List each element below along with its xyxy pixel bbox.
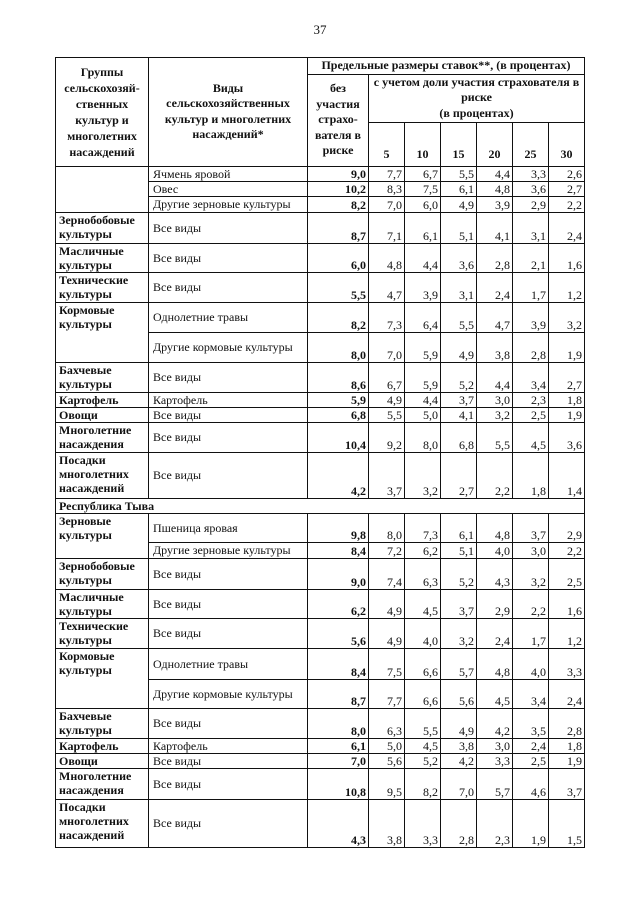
crop-type-cell: Все виды <box>149 272 308 302</box>
group-cell: Овощи <box>56 407 149 422</box>
rate-cell: 8,0 <box>369 513 405 542</box>
rate-cell: 5,6 <box>441 679 477 708</box>
rate-cell: 4,6 <box>513 768 549 799</box>
rate-cell: 1,6 <box>549 589 585 618</box>
region-row <box>56 498 585 513</box>
rate-cell: 6,3 <box>369 708 405 738</box>
rate-cell: 3,0 <box>477 392 513 407</box>
rate-cell: 4,7 <box>369 272 405 302</box>
with-participation-header: с учетом доли участия страхователя в риске (в процентах) <box>369 74 585 122</box>
group-cell: Картофель <box>56 392 149 407</box>
rate-cell: 5,1 <box>441 542 477 558</box>
rate-cell: 4,4 <box>477 362 513 392</box>
rate-cell: 3,0 <box>477 738 513 753</box>
rate-cell: 6,1 <box>441 513 477 542</box>
base-rate-cell: 8,2 <box>308 196 369 212</box>
rate-cell: 4,4 <box>405 243 441 272</box>
table-row <box>56 166 585 181</box>
base-rate-cell: 6,8 <box>308 407 369 422</box>
group-cell: Зернобобовые культуры <box>56 212 149 243</box>
rate-cell: 7,0 <box>369 196 405 212</box>
crop-type-cell: Все виды <box>149 589 308 618</box>
rate-cell: 3,2 <box>477 407 513 422</box>
base-rate-cell: 5,6 <box>308 618 369 648</box>
rate-cell: 5,5 <box>405 708 441 738</box>
table-row <box>56 243 585 272</box>
base-rate-cell: 5,9 <box>308 392 369 407</box>
rate-cell: 4,2 <box>441 753 477 768</box>
base-rate-cell: 9,0 <box>308 558 369 589</box>
rate-cell: 2,5 <box>513 753 549 768</box>
rate-cell: 2,9 <box>477 589 513 618</box>
crop-type-cell: Другие зерновые культуры <box>149 196 308 212</box>
rate-cell: 6,1 <box>405 212 441 243</box>
rate-cell: 1,9 <box>549 332 585 362</box>
base-rate-cell: 4,3 <box>308 799 369 847</box>
share-header: 30 <box>549 122 585 166</box>
rate-cell: 1,7 <box>513 618 549 648</box>
rate-cell: 7,3 <box>369 302 405 332</box>
base-rate-cell: 10,2 <box>308 181 369 196</box>
rate-cell: 3,4 <box>513 679 549 708</box>
rate-cell: 7,2 <box>369 542 405 558</box>
rate-cell: 6,2 <box>405 542 441 558</box>
base-rate-cell: 4,2 <box>308 452 369 498</box>
rate-cell: 3,9 <box>477 196 513 212</box>
rate-cell: 1,9 <box>513 799 549 847</box>
rate-cell: 8,0 <box>405 422 441 452</box>
table-row <box>56 589 585 618</box>
rate-cell: 3,6 <box>549 422 585 452</box>
rate-cell: 3,1 <box>513 212 549 243</box>
rate-cell: 2,2 <box>513 589 549 618</box>
group-cell: Масличные культуры <box>56 243 149 272</box>
rate-cell: 2,2 <box>549 196 585 212</box>
base-rate-cell: 8,0 <box>308 332 369 362</box>
rate-cell: 8,3 <box>369 181 405 196</box>
crop-type-cell: Все виды <box>149 799 308 847</box>
table-row <box>56 768 585 799</box>
base-rate-cell: 8,2 <box>308 302 369 332</box>
table-row <box>56 452 585 498</box>
rate-cell: 3,6 <box>441 243 477 272</box>
rate-cell: 4,5 <box>405 589 441 618</box>
rate-cell: 3,9 <box>405 272 441 302</box>
rates-title-header: Предельные размеры ставок**, (в процентах) <box>308 58 585 75</box>
rate-cell: 4,2 <box>477 708 513 738</box>
base-rate-cell: 8,4 <box>308 542 369 558</box>
rate-cell: 2,4 <box>549 679 585 708</box>
rate-cell: 7,1 <box>369 212 405 243</box>
no-participation-header: без участия страхо- вателя в риске <box>308 74 369 166</box>
crop-type-cell: Все виды <box>149 243 308 272</box>
rate-cell: 2,9 <box>549 513 585 542</box>
types-header: Виды сельскохозяйственных культур и многолетних насаждений* <box>149 58 308 167</box>
rate-cell: 3,1 <box>441 272 477 302</box>
group-cell: Кормовые культуры <box>56 302 149 362</box>
base-rate-cell: 8,7 <box>308 679 369 708</box>
rate-cell: 6,0 <box>405 196 441 212</box>
table-row <box>56 618 585 648</box>
rate-cell: 3,7 <box>441 589 477 618</box>
rate-cell: 7,3 <box>405 513 441 542</box>
rate-cell: 2,2 <box>549 542 585 558</box>
rate-cell: 6,4 <box>405 302 441 332</box>
rate-cell: 3,2 <box>549 302 585 332</box>
rate-cell: 6,3 <box>405 558 441 589</box>
table-row <box>56 422 585 452</box>
rate-cell: 1,8 <box>549 392 585 407</box>
rate-cell: 9,2 <box>369 422 405 452</box>
base-rate-cell: 8,7 <box>308 212 369 243</box>
crop-type-cell: Все виды <box>149 768 308 799</box>
group-cell: Овощи <box>56 753 149 768</box>
group-cell: Многолетние насаждения <box>56 768 149 799</box>
rate-cell: 3,3 <box>405 799 441 847</box>
base-rate-cell: 6,1 <box>308 738 369 753</box>
rate-cell: 5,0 <box>369 738 405 753</box>
group-cell: Технические культуры <box>56 272 149 302</box>
table-row <box>56 648 585 679</box>
base-rate-cell: 9,8 <box>308 513 369 542</box>
rate-cell: 1,9 <box>549 407 585 422</box>
rate-cell: 2,7 <box>549 181 585 196</box>
rate-cell: 5,7 <box>441 648 477 679</box>
crop-type-cell: Другие кормовые культуры <box>149 332 308 362</box>
crop-type-cell: Все виды <box>149 422 308 452</box>
table-row <box>56 392 585 407</box>
rate-cell: 7,5 <box>405 181 441 196</box>
base-rate-cell: 8,0 <box>308 708 369 738</box>
rate-cell: 1,5 <box>549 799 585 847</box>
rate-cell: 4,9 <box>441 196 477 212</box>
base-rate-cell: 5,5 <box>308 272 369 302</box>
crop-type-cell: Все виды <box>149 362 308 392</box>
rate-cell: 1,8 <box>549 738 585 753</box>
rate-cell: 1,2 <box>549 272 585 302</box>
rate-cell: 5,2 <box>441 558 477 589</box>
group-cell: Зерновые культуры <box>56 513 149 558</box>
rate-cell: 3,2 <box>441 618 477 648</box>
crop-type-cell: Все виды <box>149 212 308 243</box>
group-cell: Картофель <box>56 738 149 753</box>
base-rate-cell: 7,0 <box>308 753 369 768</box>
crop-type-cell: Однолетние травы <box>149 648 308 679</box>
rate-cell: 1,7 <box>513 272 549 302</box>
crop-type-cell: Все виды <box>149 407 308 422</box>
rate-cell: 4,0 <box>477 542 513 558</box>
rate-cell: 4,9 <box>369 589 405 618</box>
base-rate-cell: 8,4 <box>308 648 369 679</box>
rate-cell: 6,8 <box>441 422 477 452</box>
rate-cell: 4,3 <box>477 558 513 589</box>
rate-cell: 5,7 <box>477 768 513 799</box>
rate-cell: 7,5 <box>369 648 405 679</box>
rate-cell: 3,3 <box>513 166 549 181</box>
rate-cell: 4,7 <box>477 302 513 332</box>
rate-cell: 4,0 <box>405 618 441 648</box>
table-row <box>56 407 585 422</box>
rate-cell: 2,4 <box>513 738 549 753</box>
base-rate-cell: 10,8 <box>308 768 369 799</box>
crop-type-cell: Картофель <box>149 392 308 407</box>
crop-type-cell: Все виды <box>149 753 308 768</box>
rate-cell: 2,5 <box>549 558 585 589</box>
base-rate-cell: 9,0 <box>308 166 369 181</box>
rate-cell: 5,1 <box>441 212 477 243</box>
rate-cell: 7,0 <box>369 332 405 362</box>
rate-cell: 2,4 <box>549 212 585 243</box>
region-title: Республика Тыва <box>56 498 585 513</box>
rate-cell: 6,7 <box>405 166 441 181</box>
rate-cell: 2,8 <box>549 708 585 738</box>
rate-cell: 2,9 <box>513 196 549 212</box>
rate-cell: 2,7 <box>549 362 585 392</box>
rate-cell: 1,4 <box>549 452 585 498</box>
table-row <box>56 272 585 302</box>
rate-cell: 2,3 <box>513 392 549 407</box>
rate-cell: 4,8 <box>369 243 405 272</box>
rate-cell: 1,9 <box>549 753 585 768</box>
rate-cell: 4,9 <box>369 618 405 648</box>
rate-cell: 3,3 <box>477 753 513 768</box>
rate-cell: 4,9 <box>441 708 477 738</box>
crop-type-cell: Другие зерновые культуры <box>149 542 308 558</box>
rate-cell: 2,3 <box>477 799 513 847</box>
table-row <box>56 362 585 392</box>
rate-cell: 5,9 <box>405 332 441 362</box>
rate-cell: 3,7 <box>369 452 405 498</box>
group-cell: Зернобобовые культуры <box>56 558 149 589</box>
group-cell: Многолетние насаждения <box>56 422 149 452</box>
rate-cell: 4,4 <box>477 166 513 181</box>
rate-cell: 3,9 <box>513 302 549 332</box>
share-header: 15 <box>441 122 477 166</box>
rate-cell: 2,8 <box>441 799 477 847</box>
crop-type-cell: Ячмень яровой <box>149 166 308 181</box>
rate-cell: 3,4 <box>513 362 549 392</box>
rate-cell: 3,8 <box>441 738 477 753</box>
group-cell: Посадки многолетних насаждений <box>56 452 149 498</box>
rate-cell: 5,0 <box>405 407 441 422</box>
rate-cell: 3,6 <box>513 181 549 196</box>
rate-cell: 7,7 <box>369 166 405 181</box>
rate-cell: 3,8 <box>477 332 513 362</box>
table-row <box>56 513 585 542</box>
rate-cell: 3,7 <box>441 392 477 407</box>
share-header: 20 <box>477 122 513 166</box>
base-rate-cell: 10,4 <box>308 422 369 452</box>
share-header: 10 <box>405 122 441 166</box>
rate-cell: 3,5 <box>513 708 549 738</box>
rate-cell: 2,8 <box>513 332 549 362</box>
rate-cell: 4,8 <box>477 181 513 196</box>
rate-cell: 4,9 <box>441 332 477 362</box>
rate-cell: 9,5 <box>369 768 405 799</box>
table-row <box>56 708 585 738</box>
page-number: 37 <box>313 22 327 37</box>
table-row <box>56 799 585 847</box>
crop-type-cell: Все виды <box>149 618 308 648</box>
rate-cell: 4,8 <box>477 648 513 679</box>
group-cell: Масличные культуры <box>56 589 149 618</box>
rate-cell: 2,1 <box>513 243 549 272</box>
rate-cell: 1,2 <box>549 618 585 648</box>
rate-cell: 5,5 <box>441 166 477 181</box>
group-cell: Бахчевые культуры <box>56 708 149 738</box>
rate-cell: 3,3 <box>549 648 585 679</box>
crop-type-cell: Все виды <box>149 708 308 738</box>
header-row <box>56 58 585 75</box>
group-cell: Посадки многолетних насаждений <box>56 799 149 847</box>
rate-cell: 4,9 <box>369 392 405 407</box>
rate-cell: 5,2 <box>441 362 477 392</box>
rate-cell: 5,5 <box>477 422 513 452</box>
rate-cell: 6,7 <box>369 362 405 392</box>
rate-cell: 2,4 <box>477 618 513 648</box>
rate-cell: 6,1 <box>441 181 477 196</box>
group-cell: Технические культуры <box>56 618 149 648</box>
table-row <box>56 212 585 243</box>
rate-cell: 3,7 <box>549 768 585 799</box>
rate-cell: 4,8 <box>477 513 513 542</box>
rate-cell: 3,8 <box>369 799 405 847</box>
table-row <box>56 738 585 753</box>
rate-cell: 5,6 <box>369 753 405 768</box>
crop-type-cell: Все виды <box>149 452 308 498</box>
insurance-rates-table <box>55 57 585 848</box>
rate-cell: 4,5 <box>477 679 513 708</box>
rate-cell: 1,6 <box>549 243 585 272</box>
crop-type-cell: Пшеница яровая <box>149 513 308 542</box>
crop-type-cell: Все виды <box>149 558 308 589</box>
rate-cell: 2,8 <box>477 243 513 272</box>
rate-cell: 2,5 <box>513 407 549 422</box>
crop-type-cell: Однолетние травы <box>149 302 308 332</box>
share-header: 5 <box>369 122 405 166</box>
base-rate-cell: 8,6 <box>308 362 369 392</box>
rate-cell: 4,1 <box>477 212 513 243</box>
crop-type-cell: Картофель <box>149 738 308 753</box>
base-rate-cell: 6,0 <box>308 243 369 272</box>
rate-cell: 5,5 <box>441 302 477 332</box>
rate-cell: 2,6 <box>549 166 585 181</box>
share-header: 25 <box>513 122 549 166</box>
rate-cell: 5,9 <box>405 362 441 392</box>
rate-cell: 1,8 <box>513 452 549 498</box>
rate-cell: 2,2 <box>477 452 513 498</box>
rate-cell: 6,6 <box>405 648 441 679</box>
rate-cell: 4,0 <box>513 648 549 679</box>
rate-cell: 4,5 <box>513 422 549 452</box>
rate-cell: 2,4 <box>477 272 513 302</box>
rate-cell: 3,2 <box>513 558 549 589</box>
rate-cell: 7,7 <box>369 679 405 708</box>
rate-cell: 3,2 <box>405 452 441 498</box>
crop-type-cell: Овес <box>149 181 308 196</box>
rate-cell: 8,2 <box>405 768 441 799</box>
base-rate-cell: 6,2 <box>308 589 369 618</box>
rate-cell: 5,5 <box>369 407 405 422</box>
rate-cell: 3,7 <box>513 513 549 542</box>
group-cell: Кормовые культуры <box>56 648 149 708</box>
table-row <box>56 302 585 332</box>
group-cell: Бахчевые культуры <box>56 362 149 392</box>
rate-cell: 5,2 <box>405 753 441 768</box>
rate-cell: 4,1 <box>441 407 477 422</box>
group-cell <box>56 166 149 212</box>
rate-cell: 7,4 <box>369 558 405 589</box>
table-row <box>56 753 585 768</box>
table-row <box>56 558 585 589</box>
rate-cell: 3,0 <box>513 542 549 558</box>
rate-cell: 7,0 <box>441 768 477 799</box>
rate-cell: 6,6 <box>405 679 441 708</box>
rate-cell: 4,4 <box>405 392 441 407</box>
groups-header: Группы сельскохозяй- ственных культур и многолетних насаждений <box>56 58 149 167</box>
rate-cell: 4,5 <box>405 738 441 753</box>
rate-cell: 2,7 <box>441 452 477 498</box>
crop-type-cell: Другие кормовые культуры <box>149 679 308 708</box>
